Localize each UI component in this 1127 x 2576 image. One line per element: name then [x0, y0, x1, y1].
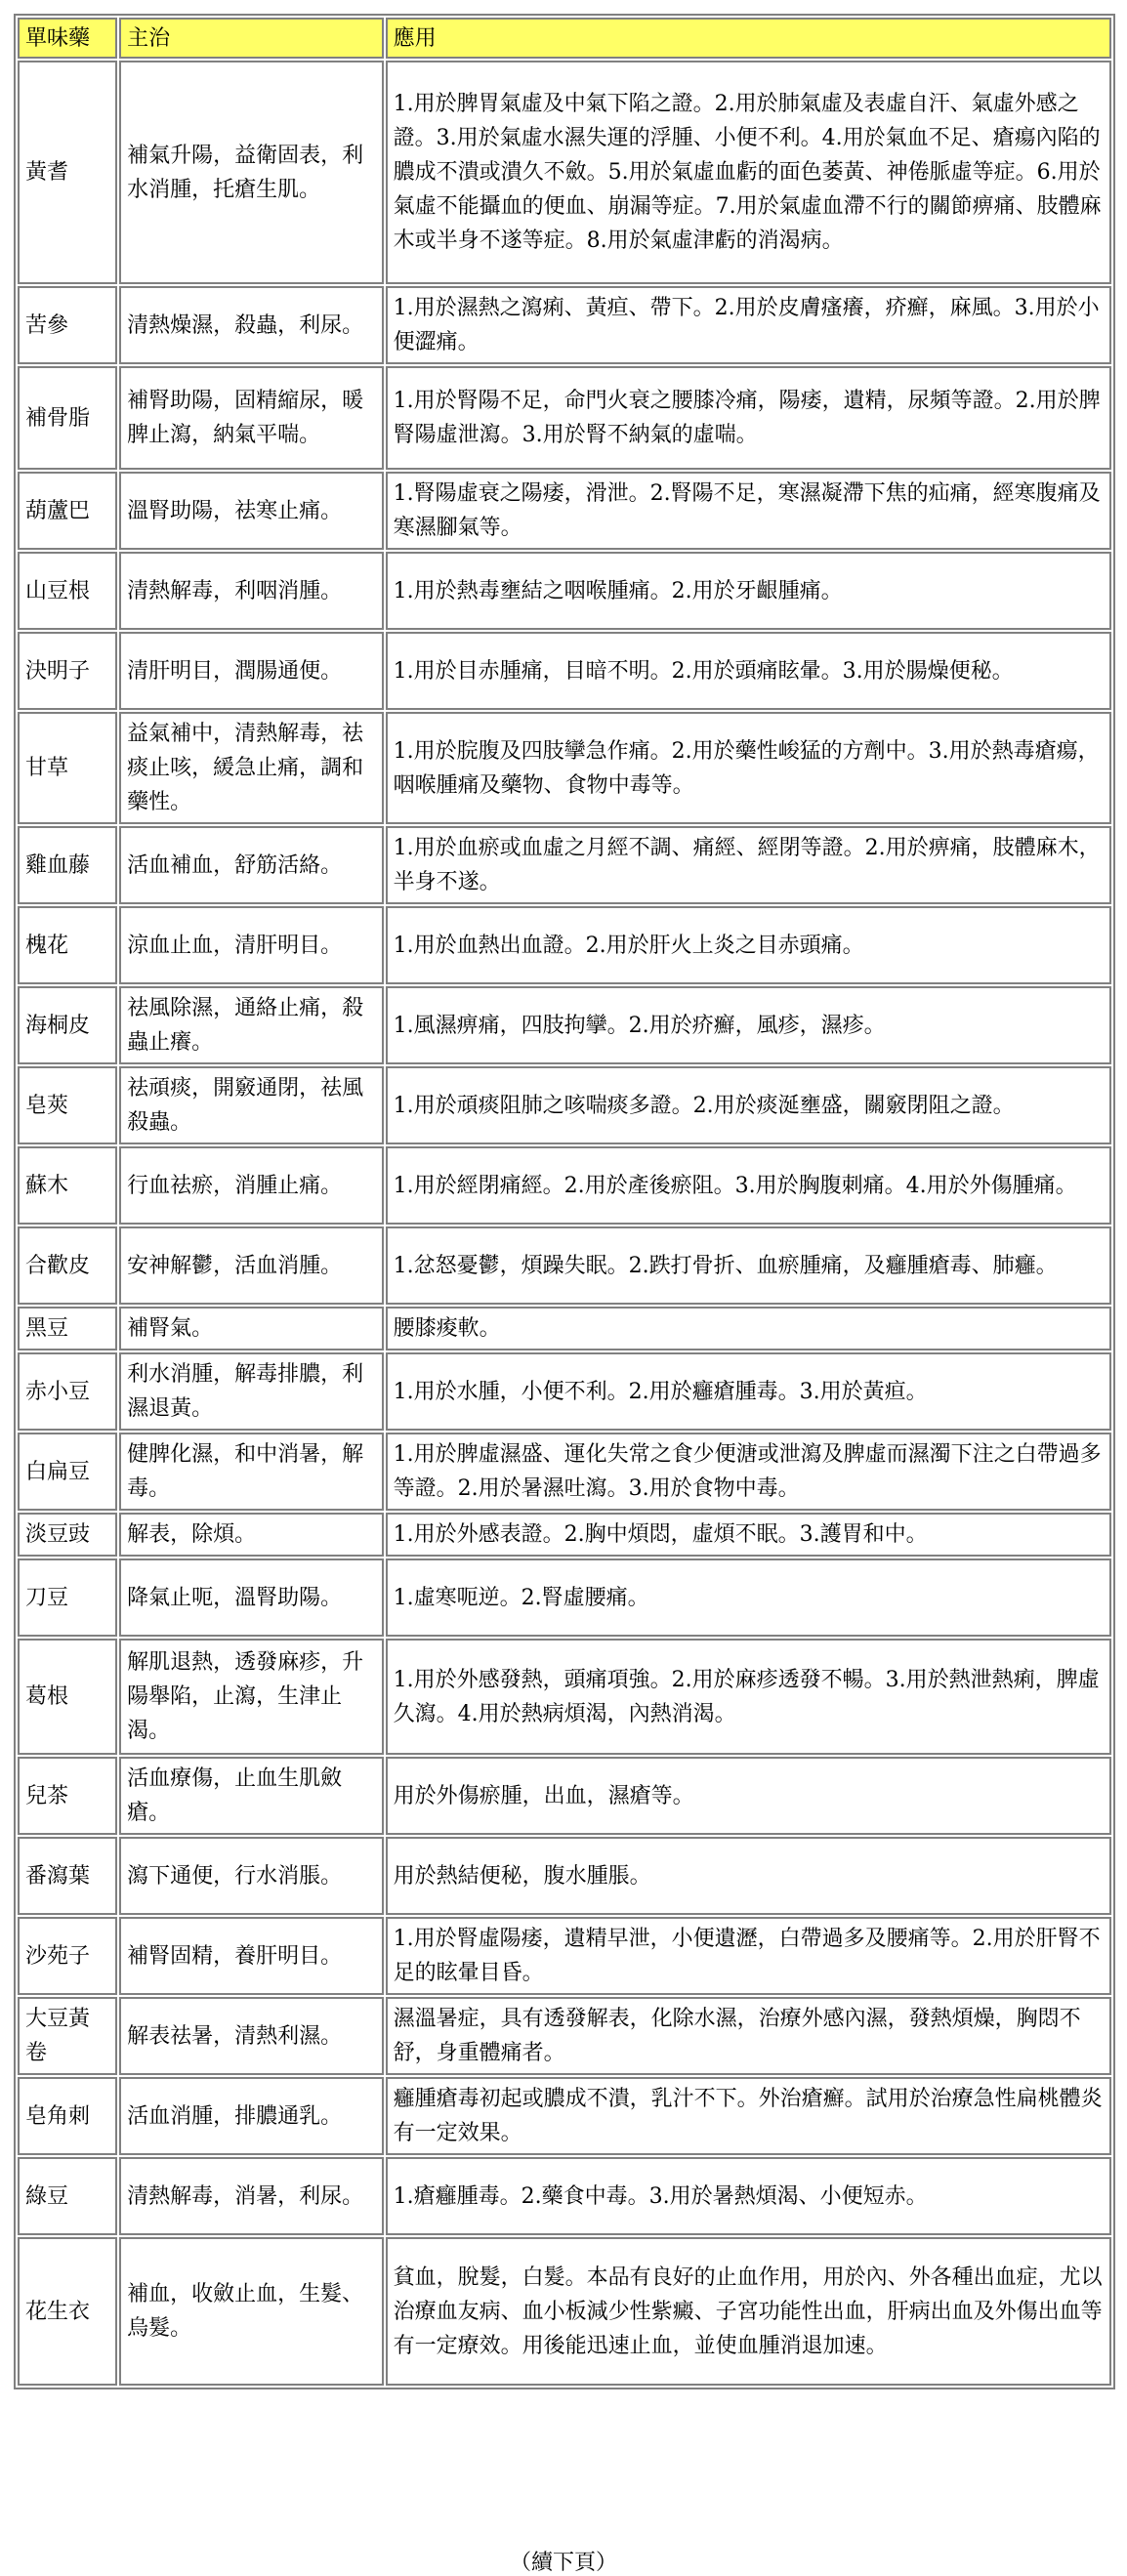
herb-name-cell: 槐花 [18, 906, 117, 984]
indication-cell: 補腎固精，養肝明目。 [119, 1917, 383, 1995]
herb-name-cell: 苦參 [18, 286, 117, 364]
header-herb: 單味藥 [18, 18, 117, 59]
table-row [18, 2237, 1111, 2386]
table-row [18, 712, 1111, 824]
indication-cell: 降氣止呃，溫腎助陽。 [119, 1558, 383, 1637]
table-row [18, 286, 1111, 364]
herb-name-cell: 海桐皮 [18, 986, 117, 1064]
usage-cell: 1.用於脾胃氣虛及中氣下陷之證。2.用於肺氣虛及表虛自汗、氣虛外感之證。3.用於氣虛水濕失運的浮腫、小便不利。4.用於氣血不足、瘡瘍內陷的膿成不潰或潰久不斂。5.用於氣虛血虧的面色萎黃、神倦脈虛等症。6.用於氣虛不能攝血的便血、崩漏等症。7.用於氣虛血滯不行的關節痹痛、肢體麻木或半身不遂等症。8.用於氣虛津虧的消渴病。 [386, 61, 1111, 284]
herb-name-cell: 白扁豆 [18, 1433, 117, 1511]
table-row [18, 1558, 1111, 1637]
herb-name-cell: 山豆根 [18, 552, 117, 630]
indication-cell: 解表，除煩。 [119, 1513, 383, 1557]
usage-cell: 濕溫暑症，具有透發解表，化除水濕，治療外感內濕，發熱煩燥，胸悶不舒，身重體痛者。 [386, 1997, 1111, 2075]
table-row [18, 472, 1111, 550]
indication-cell: 補血，收斂止血，生髮、烏髮。 [119, 2237, 383, 2386]
herb-name-cell: 葛根 [18, 1639, 117, 1755]
table-row [18, 1513, 1111, 1557]
herb-name-cell: 合歡皮 [18, 1226, 117, 1305]
page-footer-note: （續下頁） [509, 2551, 617, 2575]
table-row [18, 1146, 1111, 1225]
table-row [18, 1066, 1111, 1144]
herb-name-cell: 黃耆 [18, 61, 117, 284]
table-row [18, 1917, 1111, 1995]
indication-cell: 安神解鬱，活血消腫。 [119, 1226, 383, 1305]
usage-cell: 用於熱結便秘，腹水腫脹。 [386, 1837, 1111, 1915]
table-row [18, 632, 1111, 710]
header-indication: 主治 [119, 18, 383, 59]
herb-name-cell: 蘇木 [18, 1146, 117, 1225]
usage-cell: 1.用於外感發熱，頭痛項強。2.用於麻疹透發不暢。3.用於熱泄熱痢，脾虛久瀉。4.用於熱病煩渴，內熱消渴。 [386, 1639, 1111, 1755]
indication-cell: 活血療傷，止血生肌斂瘡。 [119, 1757, 383, 1835]
usage-cell: 1.用於目赤腫痛，目暗不明。2.用於頭痛眩暈。3.用於腸燥便秘。 [386, 632, 1111, 710]
table-row [18, 1757, 1111, 1835]
herb-name-cell: 甘草 [18, 712, 117, 824]
indication-cell: 溫腎助陽，祛寒止痛。 [119, 472, 383, 550]
indication-cell: 清熱解毒，利咽消腫。 [119, 552, 383, 630]
herb-name-cell: 赤小豆 [18, 1352, 117, 1431]
usage-cell: 用於外傷瘀腫，出血，濕瘡等。 [386, 1757, 1111, 1835]
indication-cell: 健脾化濕，和中消暑，解毒。 [119, 1433, 383, 1511]
usage-cell: 1.忿怒憂鬱，煩躁失眠。2.跌打骨折、血瘀腫痛，及癰腫瘡毒、肺癰。 [386, 1226, 1111, 1305]
table-row [18, 1307, 1111, 1350]
herb-name-cell: 皂莢 [18, 1066, 117, 1144]
table-row [18, 826, 1111, 904]
usage-cell: 1.用於腎陽不足，命門火衰之腰膝冷痛，陽痿，遺精，尿頻等證。2.用於脾腎陽虛泄瀉。3.用於腎不納氣的虛喘。 [386, 366, 1111, 470]
indication-cell: 益氣補中，清熱解毒，祛痰止咳，緩急止痛，調和藥性。 [119, 712, 383, 824]
indication-cell: 行血祛瘀，消腫止痛。 [119, 1146, 383, 1225]
herb-name-cell: 雞血藤 [18, 826, 117, 904]
table-row [18, 2157, 1111, 2235]
table-row [18, 1352, 1111, 1431]
indication-cell: 清熱解毒，消暑，利尿。 [119, 2157, 383, 2235]
table-row [18, 1837, 1111, 1915]
usage-cell: 貧血，脫髮，白髮。本品有良好的止血作用，用於內、外各種出血症，尤以治療血友病、血小板減少性紫癜、子宮功能性出血，肝病出血及外傷出血等有一定療效。用後能迅速止血，並使血腫消退加速。 [386, 2237, 1111, 2386]
indication-cell: 活血補血，舒筋活絡。 [119, 826, 383, 904]
herb-name-cell: 沙苑子 [18, 1917, 117, 1995]
usage-cell: 1.用於濕熱之瀉痢、黃疸、帶下。2.用於皮膚瘙癢，疥癬，麻風。3.用於小便澀痛。 [386, 286, 1111, 364]
indication-cell: 祛頑痰，開竅通閉，祛風殺蟲。 [119, 1066, 383, 1144]
usage-cell: 1.用於水腫，小便不利。2.用於癰瘡腫毒。3.用於黃疸。 [386, 1352, 1111, 1431]
indication-cell: 補氣升陽，益衛固表，利水消腫，托瘡生肌。 [119, 61, 383, 284]
table-row [18, 1639, 1111, 1755]
herb-name-cell: 綠豆 [18, 2157, 117, 2235]
indication-cell: 解肌退熱，透發麻疹，升陽舉陷，止瀉，生津止渴。 [119, 1639, 383, 1755]
usage-cell: 1.瘡癰腫毒。2.藥食中毒。3.用於暑熱煩渴、小便短赤。 [386, 2157, 1111, 2235]
table-row [18, 1997, 1111, 2075]
indication-cell: 祛風除濕，通絡止痛，殺蟲止癢。 [119, 986, 383, 1064]
usage-cell: 1.風濕痹痛，四肢拘攣。2.用於疥癬，風疹，濕疹。 [386, 986, 1111, 1064]
table-row [18, 986, 1111, 1064]
herb-name-cell: 淡豆豉 [18, 1513, 117, 1557]
indication-cell: 清肝明目，潤腸通便。 [119, 632, 383, 710]
herb-name-cell: 花生衣 [18, 2237, 117, 2386]
herb-name-cell: 大豆黃卷 [18, 1997, 117, 2075]
usage-cell: 1.用於脘腹及四肢攣急作痛。2.用於藥性峻猛的方劑中。3.用於熱毒瘡瘍，咽喉腫痛及藥物、食物中毒等。 [386, 712, 1111, 824]
usage-cell: 1.用於外感表證。2.胸中煩悶，虛煩不眠。3.護胃和中。 [386, 1513, 1111, 1557]
usage-cell: 癰腫瘡毒初起或膿成不潰，乳汁不下。外治瘡癬。試用於治療急性扁桃體炎有一定效果。 [386, 2077, 1111, 2155]
indication-cell: 涼血止血，清肝明目。 [119, 906, 383, 984]
herb-name-cell: 黑豆 [18, 1307, 117, 1350]
table-row [18, 366, 1111, 470]
usage-cell: 1.用於脾虛濕盛、運化失常之食少便溏或泄瀉及脾虛而濕濁下注之白帶過多等證。2.用於暑濕吐瀉。3.用於食物中毒。 [386, 1433, 1111, 1511]
table-row [18, 552, 1111, 630]
indication-cell: 補腎助陽，固精縮尿，暖脾止瀉，納氣平喘。 [119, 366, 383, 470]
herb-name-cell: 刀豆 [18, 1558, 117, 1637]
herb-name-cell: 兒茶 [18, 1757, 117, 1835]
indication-cell: 利水消腫，解毒排膿，利濕退黃。 [119, 1352, 383, 1431]
herb-name-cell: 補骨脂 [18, 366, 117, 470]
usage-cell: 1.用於血瘀或血虛之月經不調、痛經、經閉等證。2.用於痹痛，肢體麻木，半身不遂。 [386, 826, 1111, 904]
usage-cell: 1.用於經閉痛經。2.用於產後瘀阻。3.用於胸腹刺痛。4.用於外傷腫痛。 [386, 1146, 1111, 1225]
table-row [18, 1226, 1111, 1305]
usage-cell: 1.用於熱毒壅結之咽喉腫痛。2.用於牙齦腫痛。 [386, 552, 1111, 630]
table-body [18, 61, 1111, 2386]
usage-cell: 1.虛寒呃逆。2.腎虛腰痛。 [386, 1558, 1111, 1637]
herb-name-cell: 皂角刺 [18, 2077, 117, 2155]
table-header-row [18, 18, 1111, 59]
indication-cell: 解表祛暑，清熱利濕。 [119, 1997, 383, 2075]
herb-table [14, 14, 1115, 2389]
table-row [18, 2077, 1111, 2155]
herb-name-cell: 葫蘆巴 [18, 472, 117, 550]
usage-cell: 1.腎陽虛衰之陽痿，滑泄。2.腎陽不足，寒濕凝滯下焦的疝痛，經寒腹痛及寒濕腳氣等。 [386, 472, 1111, 550]
usage-cell: 1.用於腎虛陽痿，遺精早泄，小便遺瀝，白帶過多及腰痛等。2.用於肝腎不足的眩暈目昏。 [386, 1917, 1111, 1995]
usage-cell: 腰膝痠軟。 [386, 1307, 1111, 1350]
header-usage: 應用 [386, 18, 1111, 59]
usage-cell: 1.用於血熱出血證。2.用於肝火上炎之目赤頭痛。 [386, 906, 1111, 984]
indication-cell: 清熱燥濕，殺蟲，利尿。 [119, 286, 383, 364]
indication-cell: 活血消腫，排膿通乳。 [119, 2077, 383, 2155]
indication-cell: 瀉下通便，行水消脹。 [119, 1837, 383, 1915]
table-row [18, 1433, 1111, 1511]
table-row [18, 61, 1111, 284]
herb-name-cell: 決明子 [18, 632, 117, 710]
table-row [18, 906, 1111, 984]
herb-name-cell: 番瀉葉 [18, 1837, 117, 1915]
indication-cell: 補腎氣。 [119, 1307, 383, 1350]
usage-cell: 1.用於頑痰阻肺之咳喘痰多證。2.用於痰涎壅盛，關竅閉阻之證。 [386, 1066, 1111, 1144]
